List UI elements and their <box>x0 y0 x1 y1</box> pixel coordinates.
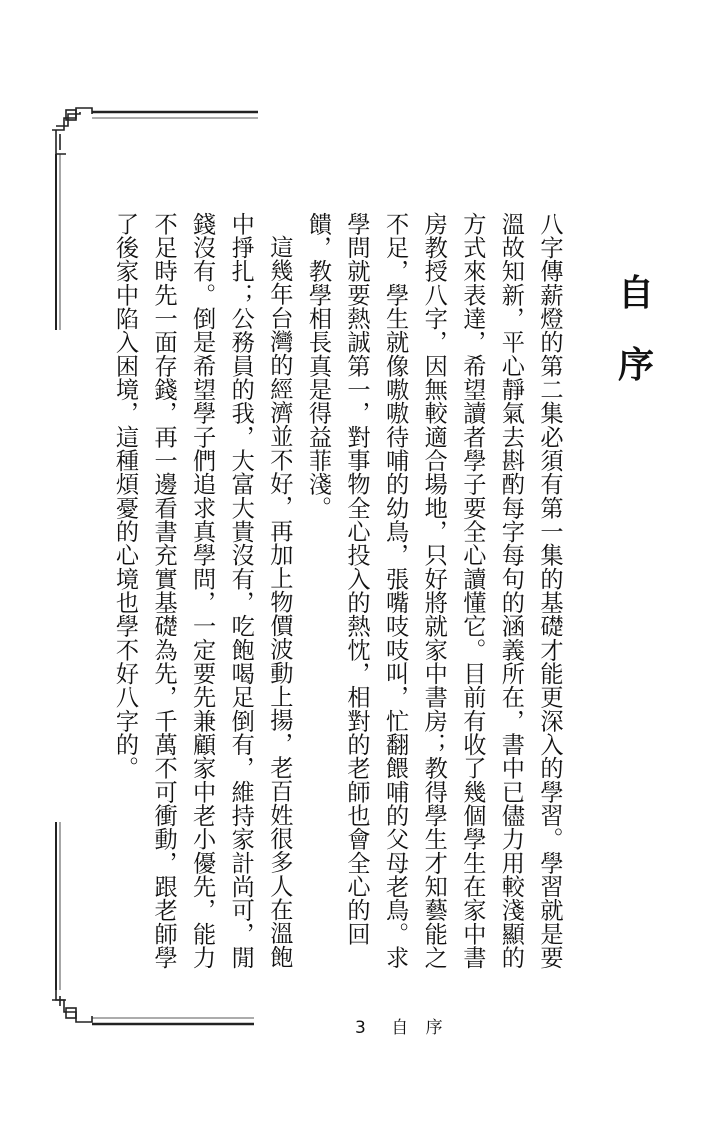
page-title <box>618 273 655 386</box>
paragraph-2: 這幾年台灣的經濟並不好，再加上物價波動上揚，老百姓很多人在溫飽中掙扎；公務員的我，大富大貴沒有，吃飽喝足倒有，維持家計尚可，閒錢沒有。倒是希望學子們追求真學問，一定要先兼顧家中老小優先，能力不足時先一面存錢，再一邊看書充實基礎為先，千萬不可衝動，跟老師學了後家中陷入困境，這種煩憂的心境也學不好八字的。 <box>111 212 293 970</box>
page-footer <box>355 1013 449 1038</box>
footer-section-title: 自 序 <box>391 1018 449 1038</box>
page-number: 3 <box>355 1018 372 1038</box>
title-char-1: 自 <box>618 273 655 314</box>
preface-body <box>106 212 568 992</box>
paragraph-1: 八字傳薪燈的第二集必須有第一集的基礎才能更深入的學習。學習就是要溫故知新，平心靜氣去斟酌每字每句的涵義所在，書中已儘力用較淺顯的方式來表達，希望讀者學子要全心讀懂它。目前有收了幾個學生在家中書房教授八字，因無較適合場地，只好將就家中書房；教得學生才知藝能之不足，學生就像嗷嗷待哺的幼鳥，張嘴吱吱叫，忙翻餵哺的父母老鳥。求學問就要熱誠第一，對事物全心投入的熱忱，相對的老師也會全心的回饋，教學相長真是得益菲淺。 <box>304 212 563 970</box>
title-char-2: 序 <box>618 345 655 386</box>
